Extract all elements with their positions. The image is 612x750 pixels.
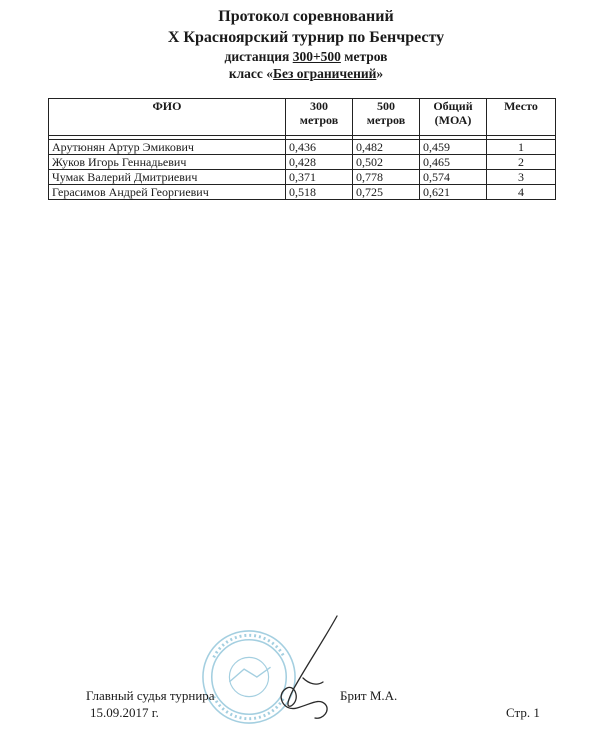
tournament-name: X Красноярский турнир по Бенчресту — [167, 29, 445, 46]
col-header-500-value: 500 — [377, 99, 395, 113]
distance-prefix: дистанция — [224, 49, 293, 64]
document-title: Протокол соревнований — [218, 8, 394, 25]
col-header-300 — [286, 99, 353, 136]
cell-name: Арутюнян Артур Эмикович — [49, 140, 286, 155]
class-line — [0, 65, 612, 82]
cell-500: 0,502 — [353, 155, 420, 170]
distance-line — [0, 48, 612, 65]
cell-place: 3 — [487, 170, 556, 185]
judge-label: Главный судья турнира — [86, 688, 215, 703]
col-header-total — [420, 99, 487, 136]
signature-icon — [245, 608, 365, 733]
document-header — [0, 6, 612, 82]
cell-name: Жуков Игорь Геннадьевич — [49, 155, 286, 170]
class-prefix: класс « — [228, 66, 274, 81]
cell-300: 0,371 — [286, 170, 353, 185]
table-row — [49, 140, 556, 155]
col-header-300-unit: метров — [299, 113, 339, 127]
table-row — [49, 170, 556, 185]
table-row — [49, 155, 556, 170]
col-header-500-unit: метров — [366, 113, 406, 127]
col-header-name: ФИО — [49, 99, 286, 136]
cell-500: 0,482 — [353, 140, 420, 155]
cell-500: 0,778 — [353, 170, 420, 185]
cell-300: 0,428 — [286, 155, 353, 170]
table-row — [49, 185, 556, 200]
distance-suffix: метров — [340, 49, 388, 64]
results-table — [48, 98, 556, 200]
cell-300: 0,518 — [286, 185, 353, 200]
judge-name: Брит М.А. — [340, 688, 398, 703]
page-number: Стр. 1 — [506, 705, 540, 720]
cell-name: Чумак Валерий Дмитриевич — [49, 170, 286, 185]
cell-name: Герасимов Андрей Георгиевич — [49, 185, 286, 200]
cell-total: 0,465 — [420, 155, 487, 170]
col-header-total-unit: (МОА) — [434, 113, 472, 127]
class-value: Без ограничений — [273, 66, 377, 81]
cell-total: 0,574 — [420, 170, 487, 185]
col-header-500 — [353, 99, 420, 136]
cell-place: 1 — [487, 140, 556, 155]
cell-total: 0,459 — [420, 140, 487, 155]
cell-place: 2 — [487, 155, 556, 170]
cell-place: 4 — [487, 185, 556, 200]
col-header-place: Место — [487, 99, 556, 136]
signature-stroke — [281, 616, 337, 718]
cell-500: 0,725 — [353, 185, 420, 200]
col-header-total-label: Общий — [433, 99, 473, 113]
col-header-300-value: 300 — [310, 99, 328, 113]
cell-300: 0,436 — [286, 140, 353, 155]
table-header-row — [49, 99, 556, 136]
cell-total: 0,621 — [420, 185, 487, 200]
document-date: 15.09.2017 г. — [90, 705, 159, 720]
class-suffix: » — [376, 66, 384, 81]
distance-value: 300+500 — [292, 49, 341, 64]
